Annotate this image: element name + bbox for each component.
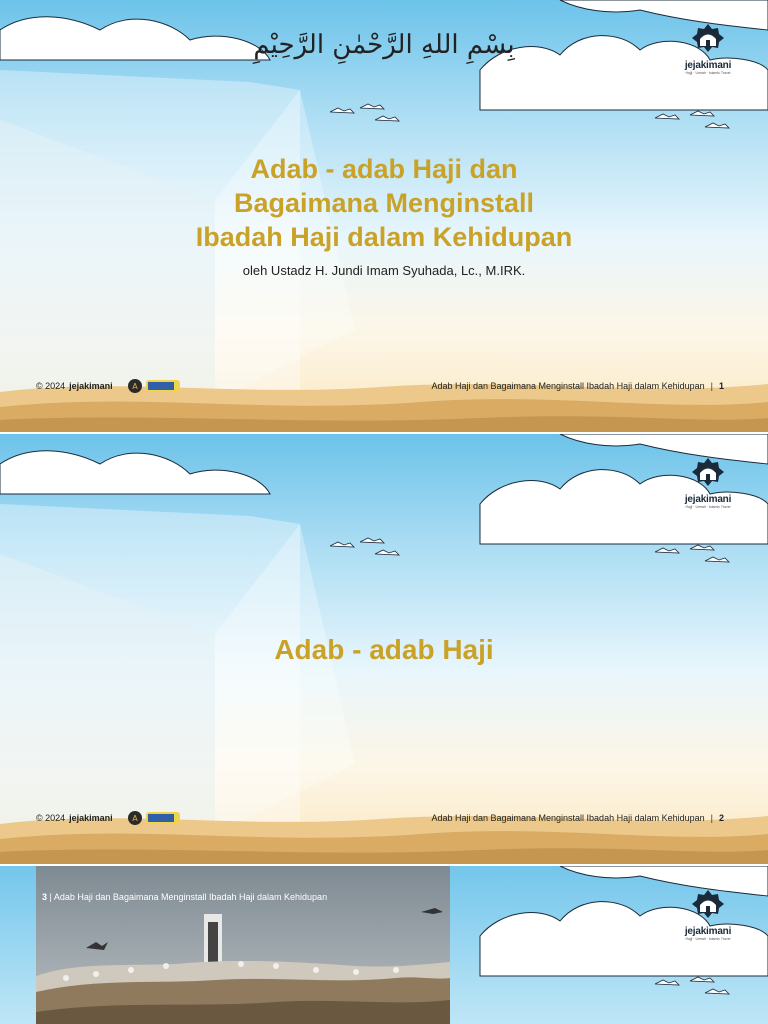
section-title: Adab - adab Haji — [274, 634, 494, 665]
svg-text:A: A — [131, 814, 138, 823]
logo-name: jejakimani — [684, 494, 732, 505]
footer-separator: | — [710, 813, 713, 823]
page-number: 2 — [718, 813, 724, 823]
photo-caption — [42, 892, 327, 902]
partner-badges — [127, 810, 180, 826]
desert-dunes — [0, 794, 768, 864]
logo-tagline: Hajji · Umrah · Islamic Travel — [685, 505, 731, 509]
mount-arafah-photo — [36, 866, 450, 1024]
footer-presentation-title: Adab Haji dan Bagaimana Menginstall Ibadah Haji dalam Kehidupan — [431, 813, 705, 823]
footer-brand: jejakimani — [69, 813, 113, 823]
brand-logo — [678, 22, 738, 75]
title-line-2: Bagaimana Menginstall — [233, 188, 535, 218]
mosque-logo-icon — [690, 888, 726, 920]
mosque-logo-icon — [690, 456, 726, 488]
slide-footer — [36, 378, 724, 394]
brand-logo — [678, 456, 738, 509]
pilgrims-on-hill-image — [36, 866, 450, 1024]
logo-name: jejakimani — [684, 60, 732, 71]
page-number: 1 — [718, 381, 724, 391]
brand-logo — [678, 888, 738, 941]
title-line-1: Adab - adab Haji dan — [250, 154, 518, 184]
certification-badge-icon — [146, 379, 180, 393]
bismillah-text: بِسْمِ اللهِ الرَّحْمٰنِ الرَّحِيْمِ — [253, 30, 515, 60]
slide-footer — [36, 810, 724, 826]
page-number: 3 — [42, 892, 48, 902]
logo-tagline: Hajji · Umrah · Islamic Travel — [685, 71, 731, 75]
slide-2 — [0, 434, 768, 864]
title-line-3: Ibadah Haji dalam Kehidupan — [195, 222, 573, 252]
certification-badge-icon — [146, 811, 180, 825]
footer-brand: jejakimani — [69, 381, 113, 391]
svg-text:A: A — [131, 382, 138, 391]
footer-presentation-title: Adab Haji dan Bagaimana Menginstall Ibadah Haji dalam Kehidupan — [431, 381, 705, 391]
slide-title — [0, 152, 768, 254]
partner-badge-icon — [127, 810, 143, 826]
slide-1 — [0, 0, 768, 432]
desert-dunes — [0, 362, 768, 432]
partner-badges — [127, 378, 180, 394]
logo-tagline: Hajji · Umrah · Islamic Travel — [685, 937, 731, 941]
slide-3 — [0, 866, 768, 1024]
mosque-logo-icon — [690, 22, 726, 54]
slide-subtitle: oleh Ustadz H. Jundi Imam Syuhada, Lc., M.IRK. — [242, 263, 526, 278]
footer-copyright: © 2024 — [36, 381, 66, 391]
logo-name: jejakimani — [684, 926, 732, 937]
footer-copyright: © 2024 — [36, 813, 66, 823]
partner-badge-icon — [127, 378, 143, 394]
caption-text: Adab Haji dan Bagaimana Menginstall Ibadah Haji dalam Kehidupan — [53, 892, 328, 902]
footer-separator: | — [710, 381, 713, 391]
caption-separator: | — [49, 892, 52, 902]
